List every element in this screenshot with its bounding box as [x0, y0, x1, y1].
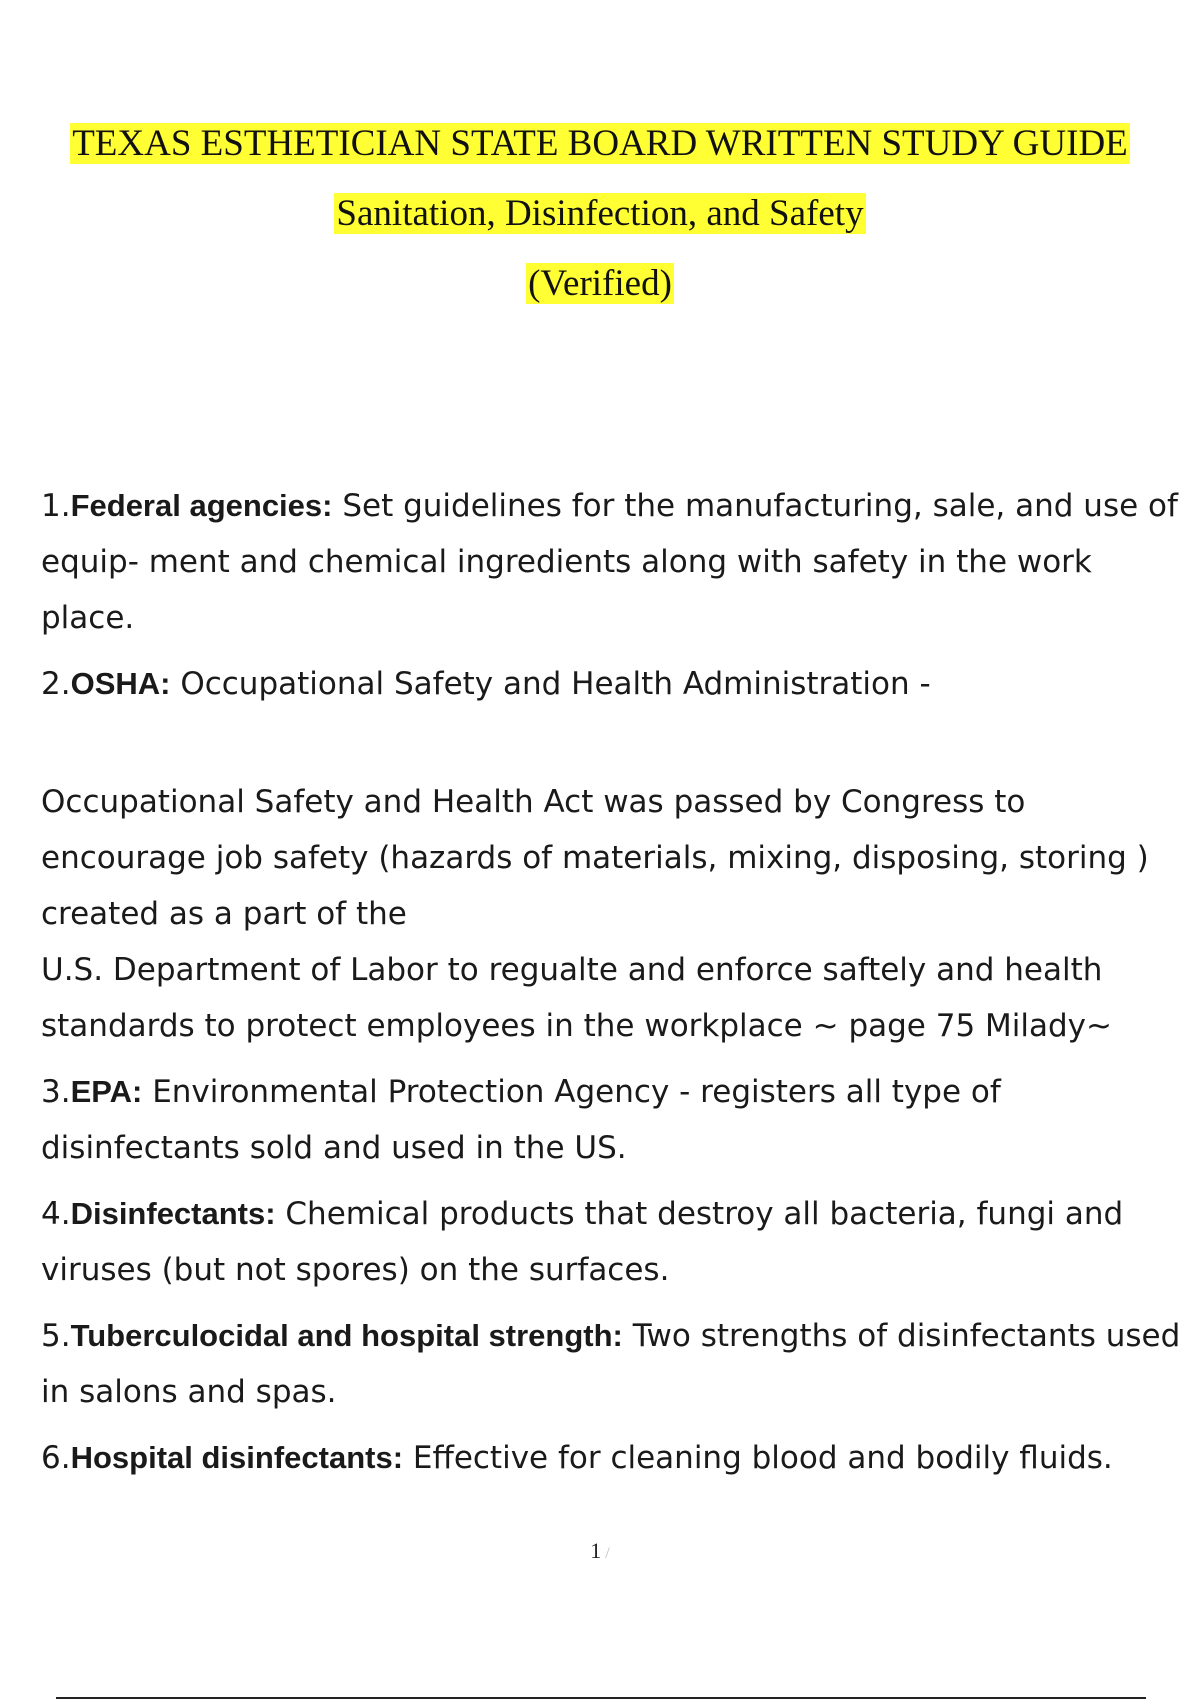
list-item-disinfectants [41, 1186, 1181, 1298]
document-title: TEXAS ESTHETICIAN STATE BOARD WRITTEN STUDY GUIDE [72, 123, 1128, 164]
item-term: EPA: [70, 1074, 143, 1109]
list-item-federal-agencies [41, 478, 1181, 646]
list-item-hospital-disinfectants [41, 1430, 1181, 1486]
item-number: 4. [41, 1196, 71, 1232]
page-number [0, 1538, 1200, 1564]
item-term: OSHA: [70, 666, 171, 701]
title-line-1 [0, 120, 1200, 168]
footer-divider [56, 1697, 1146, 1699]
item-definition: Environmental Protection Agency - registers all type of disinfectants sold and used in the US. [41, 1074, 1001, 1166]
item-number: 1. [41, 488, 71, 524]
list-item-osha [41, 656, 1181, 712]
item-number: 2. [41, 666, 71, 702]
item-definition: Set guidelines for the manufacturing, sale, and use of equip- ment and chemical ingredients along with safety in the work place. [41, 488, 1178, 636]
title-line-3 [0, 260, 1200, 308]
title-line-2 [0, 190, 1200, 238]
item-number: 6. [41, 1440, 71, 1476]
item-definition: Chemical products that destroy all bacteria, fungi and viruses (but not spores) on the surfaces. [41, 1196, 1124, 1288]
verified-label: (Verified) [528, 263, 672, 304]
item-term: Hospital disinfectants: [70, 1440, 404, 1475]
item-definition: Effective for cleaning blood and bodily fluids. [403, 1440, 1113, 1476]
item-term: Disinfectants: [70, 1196, 276, 1231]
paragraph-gap [41, 722, 1181, 774]
item-number: 5. [41, 1318, 71, 1354]
page-number-value: 1 [590, 1538, 602, 1563]
document-subtitle: Sanitation, Disinfection, and Safety [336, 193, 864, 234]
item-term: Tuberculocidal and hospital strength: [70, 1318, 623, 1353]
osha-paragraph-2: U.S. Department of Labor to regualte and enforce saftely and health standards to protect employees in the workplace ~ page 75 Milady~ [41, 952, 1112, 1044]
item-definition: Occupational Safety and Health Administration - [170, 666, 931, 702]
osha-paragraph-1: Occupational Safety and Health Act was passed by Congress to encourage job safety (hazards of materials, mixing, disposing, storing ) created as a part of the [41, 784, 1149, 932]
item-number: 3. [41, 1074, 71, 1110]
page-number-suffix: / [605, 1545, 610, 1562]
study-guide-list [41, 478, 1181, 1496]
item-definition: Two strengths of disinfectants used in salons and spas. [41, 1318, 1181, 1410]
item-term: Federal agencies: [70, 488, 333, 523]
list-item-epa [41, 1064, 1181, 1176]
title-block [0, 120, 1200, 330]
list-item-tuberculocidal [41, 1308, 1181, 1420]
